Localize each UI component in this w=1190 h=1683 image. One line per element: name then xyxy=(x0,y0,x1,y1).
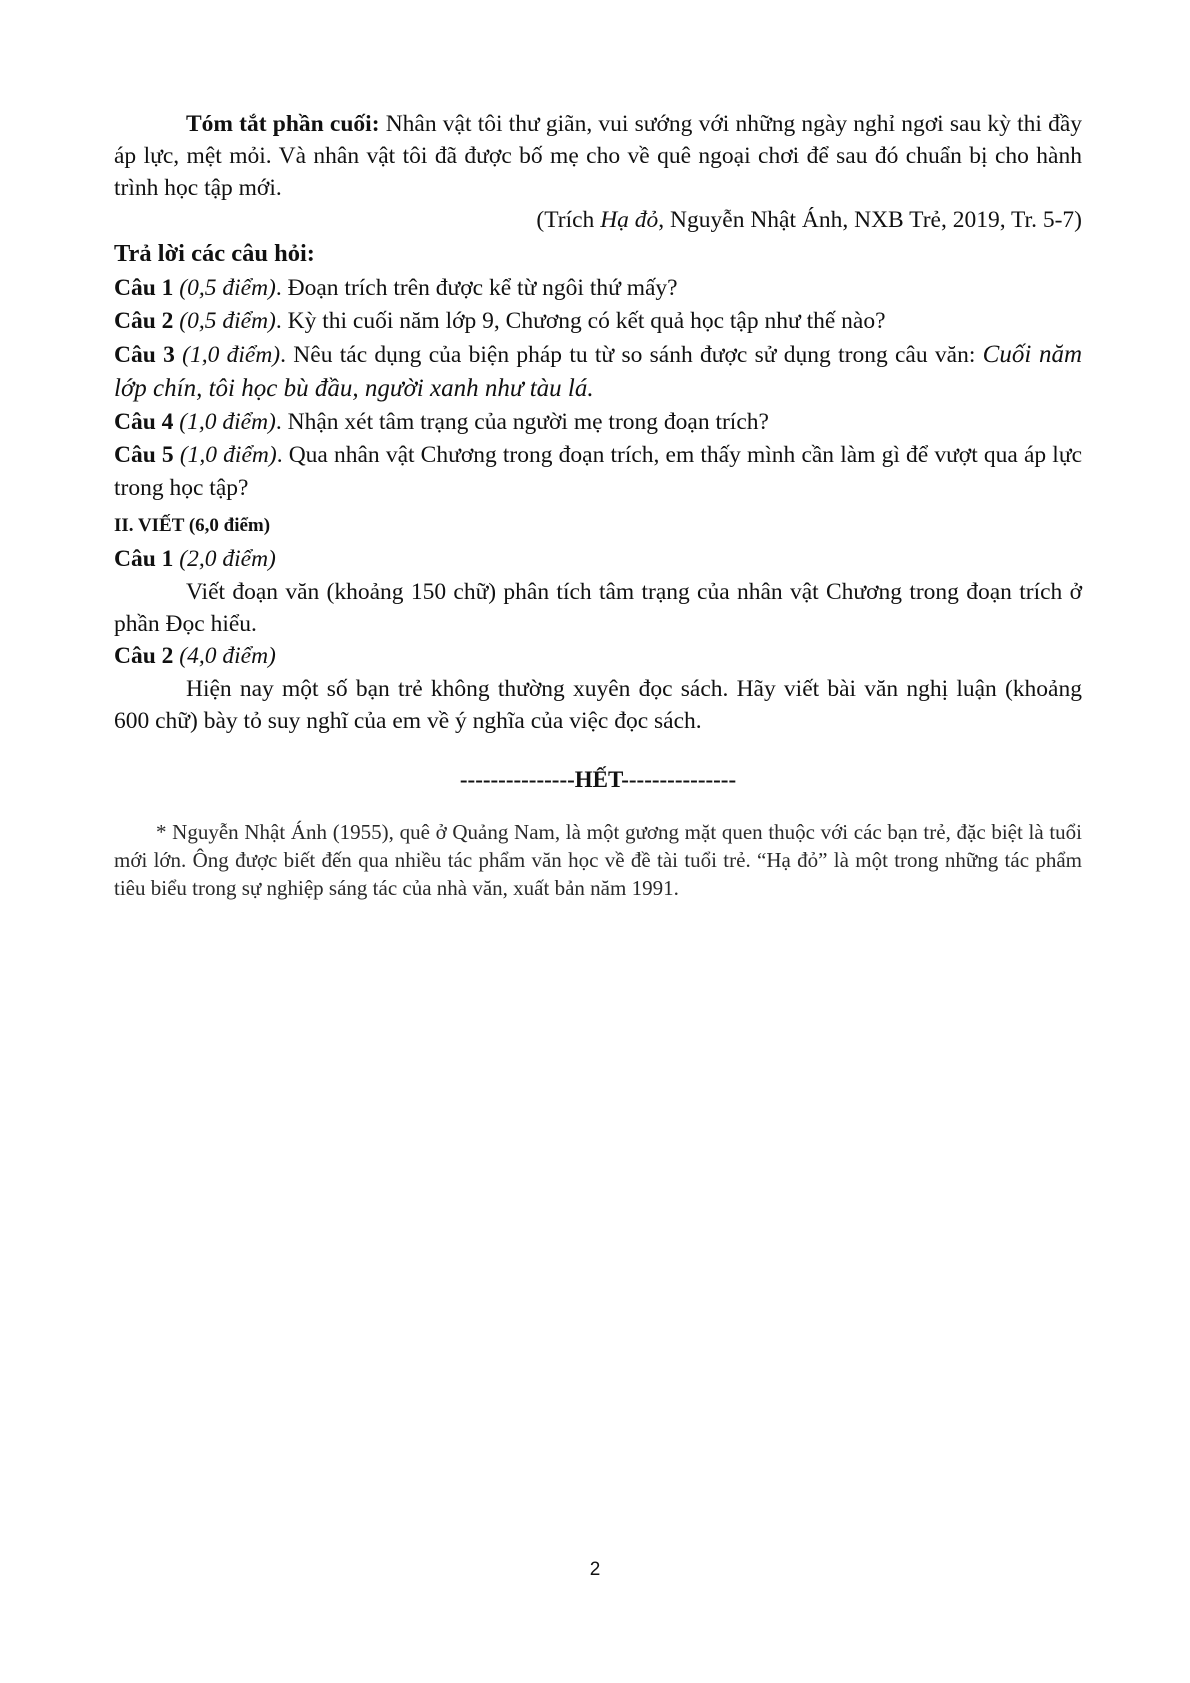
writing-item-2-heading xyxy=(114,640,1082,673)
citation xyxy=(114,204,1082,236)
question-5 xyxy=(114,439,1082,505)
question-label: Câu 4 xyxy=(114,409,174,435)
writing-item-2-text: Hiện nay một số bạn trẻ không thường xuyên đọc sách. Hãy viết bài văn nghị luận (khoảng 600 chữ) bày tỏ suy nghĩ của em về ý nghĩa của việc đọc sách. xyxy=(114,676,1082,734)
question-points: (1,0 điểm) xyxy=(174,342,281,368)
question-points: (0,5 điểm) xyxy=(173,275,276,301)
question-text: . Nhận xét tâm trạng của người mẹ trong đoạn trích? xyxy=(275,409,769,435)
question-2 xyxy=(114,305,1082,338)
question-text: . Nêu tác dụng của biện pháp tu từ so sánh được sử dụng trong câu văn: xyxy=(280,342,983,368)
summary-paragraph xyxy=(114,108,1082,204)
page-number: 2 xyxy=(589,1559,601,1580)
writing-points: (2,0 điểm) xyxy=(173,546,276,572)
writing-label: Câu 2 xyxy=(114,643,174,669)
citation-title: Hạ đỏ xyxy=(600,207,659,233)
question-text: . Qua nhân vật Chương trong đoạn trích, em thấy mình cần làm gì để vượt qua áp lực trong học tập? xyxy=(114,442,1082,501)
writing-points: (4,0 điểm) xyxy=(173,643,276,669)
questions-heading: Trả lời các câu hỏi: xyxy=(114,240,315,267)
writing-item-1-text: Viết đoạn văn (khoảng 150 chữ) phân tích tâm trạng của nhân vật Chương trong đoạn trích ở phần Đọc hiểu. xyxy=(114,579,1082,637)
document-page xyxy=(114,108,1082,902)
summary-text: Nhân vật tôi thư giãn, vui sướng với những ngày nghỉ ngơi sau kỳ thi đầy áp lực, mệt mỏi. Và nhân vật tôi đã được bố mẹ cho về quê ngoại chơi để sau đó chuẩn bị cho hành trình học tập mới. xyxy=(114,111,1083,201)
question-text: . Đoạn trích trên được kể từ ngôi thứ mấy? xyxy=(275,275,678,301)
citation-suffix: , Nguyễn Nhật Ánh, NXB Trẻ, 2019, Tr. 5-7) xyxy=(658,207,1082,233)
question-label: Câu 1 xyxy=(114,275,174,301)
question-3 xyxy=(114,338,1082,406)
question-points: (1,0 điểm) xyxy=(173,409,276,435)
citation-prefix: (Trích xyxy=(536,207,601,233)
footnote: * Nguyễn Nhật Ánh (1955), quê ở Quảng Nam, là một gương mặt quen thuộc với các bạn trẻ, đặc biệt là tuổi mới lớn. Ông được biết đến qua nhiều tác phẩm văn học về đề tài tuổi trẻ. “Hạ đỏ” là một trong những tác phẩm tiêu biểu trong sự nghiệp sáng tác của nhà văn, xuất bản năm 1991. xyxy=(114,820,1082,900)
question-quote: Cuối năm lớp chín, tôi học bù đầu, người xanh như tàu lá. xyxy=(114,341,1082,402)
question-label: Câu 2 xyxy=(114,308,174,334)
question-4 xyxy=(114,406,1082,439)
question-1 xyxy=(114,272,1082,305)
question-label: Câu 3 xyxy=(114,342,175,368)
writing-label: Câu 1 xyxy=(114,546,174,572)
writing-heading: II. VIẾT (6,0 điểm) xyxy=(114,515,271,536)
summary-label: Tóm tắt phần cuối: xyxy=(186,111,380,137)
question-label: Câu 5 xyxy=(114,442,174,468)
question-points: (1,0 điểm) xyxy=(173,442,277,468)
question-text: . Kỳ thi cuối năm lớp 9, Chương có kết quả học tập như thế nào? xyxy=(275,308,886,334)
end-marker: ---------------HẾT--------------- xyxy=(459,767,737,792)
question-points: (0,5 điểm) xyxy=(173,308,276,334)
writing-item-1-heading xyxy=(114,543,1082,576)
